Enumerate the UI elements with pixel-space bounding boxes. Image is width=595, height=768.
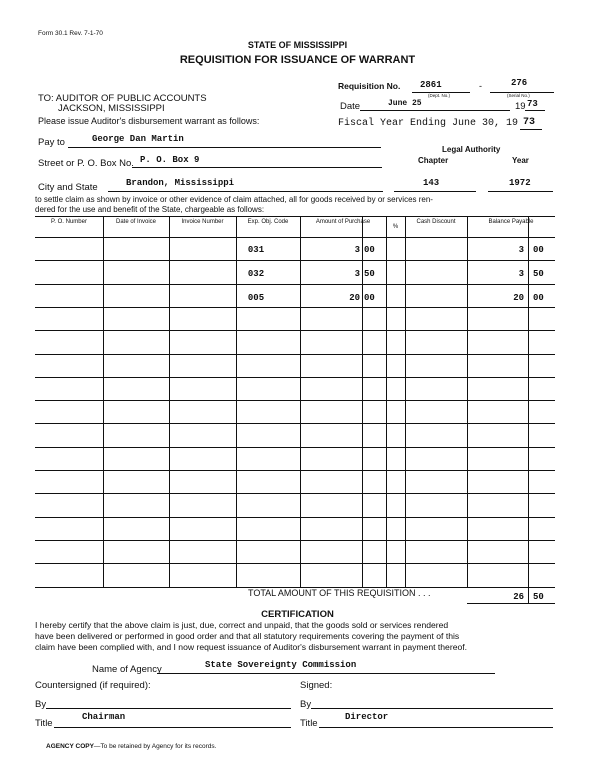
row3-balance-cents: 00 (533, 293, 544, 303)
certification-title: CERTIFICATION (261, 609, 334, 620)
settle-text-line2: dered for the use and benefit of the State, chargeable as follows: (35, 205, 265, 214)
row2-exp-code: 032 (247, 269, 265, 279)
chapter-line (394, 191, 476, 192)
certification-text-line3: claim have been complied with, and I now request issuance of Auditor's disbursement warrant in payment thereof. (35, 642, 468, 652)
table-row-line (35, 400, 555, 401)
chapter-label: Chapter (418, 156, 449, 165)
req-dash: - (479, 81, 482, 91)
requisition-label: Requisition No. (338, 81, 401, 91)
total-cents-divider (528, 587, 529, 604)
city-value: Brandon, Mississippi (126, 178, 235, 188)
date-year-value: 73 (527, 99, 538, 109)
header-po: P. O. Number (51, 219, 87, 225)
pay-to-line (68, 147, 381, 148)
header-exp-obj-code: Exp. Obj. Code (247, 219, 289, 225)
table-column-line (103, 216, 104, 587)
header-date-of-invoice: Date of Invoice (115, 219, 157, 225)
legal-authority-label: Legal Authority (442, 145, 501, 154)
title-value-left: Chairman (82, 712, 126, 722)
by-label-left: By (35, 699, 47, 710)
row1-exp-code: 031 (247, 245, 265, 255)
to-auditor: TO: AUDITOR OF PUBLIC ACCOUNTS (38, 93, 207, 104)
year-value: 1972 (509, 178, 531, 188)
by-line-right (311, 708, 553, 709)
date-line (360, 110, 510, 111)
state-heading: STATE OF MISSISSIPPI (247, 40, 348, 50)
total-dollars: 26 (513, 592, 524, 602)
pay-to-value: George Dan Martin (92, 134, 184, 144)
table-row-line (35, 284, 555, 285)
table-row-line (35, 354, 555, 355)
table-column-line (169, 216, 170, 587)
header-balance-payable: Balance Payable (488, 219, 534, 225)
row3-amount-dollars: 20 (349, 293, 360, 303)
instruction-text: Please issue Auditor's disbursement warrant as follows: (38, 116, 260, 126)
table-row-line (35, 377, 555, 378)
table-row-line (35, 307, 555, 308)
table-row-line (35, 470, 555, 471)
header-percent: % (392, 224, 399, 230)
header-cash-discount: Cash Discount (416, 219, 456, 225)
table-column-line (405, 216, 406, 587)
pay-to-label: Pay to (38, 137, 65, 148)
fiscal-year-label: Fiscal Year Ending June 30, 19 (338, 118, 519, 129)
row2-balance-cents: 50 (533, 269, 544, 279)
agency-line (157, 673, 495, 674)
row3-amount-cents: 00 (364, 293, 375, 303)
footer-note (46, 743, 216, 750)
settle-text-line1: to settle claim as shown by invoice or other evidence of claim attached, all for goods received by or services ren- (35, 195, 433, 204)
city-label: City and State (38, 182, 98, 193)
table-column-line (528, 216, 529, 587)
form-number: Form 30.1 Rev. 7-1-70 (38, 30, 103, 37)
by-line-left (46, 708, 291, 709)
table-row-line (35, 423, 555, 424)
table-row-line (35, 447, 555, 448)
row3-exp-code: 005 (247, 293, 265, 303)
certification-text-line2: have been delivered or performed in good order and that all statutory requirements covering the payment of this (35, 631, 460, 641)
total-label: TOTAL AMOUNT OF THIS REQUISITION . . . (248, 588, 431, 598)
agency-value: State Sovereignty Commission (205, 660, 357, 670)
header-amount-of-purchase: Amount of Purchase (315, 219, 371, 225)
row1-balance-cents: 00 (533, 245, 544, 255)
countersigned-label: Countersigned (if required): (35, 680, 151, 691)
table-row-line (35, 260, 555, 261)
signed-label: Signed: (300, 680, 333, 691)
street-value: P. O. Box 9 (140, 155, 200, 165)
header-invoice-number: Invoice Number (181, 219, 224, 225)
date-value: June 25 (388, 99, 422, 108)
row3-balance-dollars: 20 (513, 293, 524, 303)
row1-amount-cents: 00 (364, 245, 375, 255)
table-header-border (35, 237, 555, 238)
form-title: REQUISITION FOR ISSUANCE OF WARRANT (179, 54, 416, 66)
table-row-line (35, 563, 555, 564)
title-value-right: Director (345, 712, 389, 722)
title-line-left (54, 727, 291, 728)
title-line-right (319, 727, 553, 728)
dept-no-value: 2861 (420, 80, 442, 90)
by-label-right: By (300, 699, 312, 710)
fiscal-year-line (520, 129, 542, 130)
footer-agency-copy: AGENCY COPY (46, 743, 94, 750)
street-line (132, 167, 382, 168)
footer-retain-text: —To be retained by Agency for its records. (93, 743, 217, 750)
fiscal-year-value: 73 (523, 117, 536, 128)
to-city: JACKSON, MISSISSIPPI (58, 103, 165, 114)
row2-amount-cents: 50 (364, 269, 375, 279)
row1-balance-dollars: 3 (518, 245, 524, 255)
table-top-border (35, 216, 555, 217)
table-row-line (35, 517, 555, 518)
table-row-line (35, 493, 555, 494)
title-label-left: Title (35, 718, 53, 729)
street-label: Street or P. O. Box No. (38, 158, 134, 169)
table-column-line (386, 216, 387, 587)
total-cents: 50 (533, 592, 544, 602)
table-row-line (35, 330, 555, 331)
serial-no-value: 276 (511, 78, 528, 88)
date-year-line (525, 110, 545, 111)
table-column-line (362, 216, 363, 587)
total-underline (467, 603, 555, 604)
date-year-prefix: 19 (515, 101, 526, 112)
chapter-value: 143 (423, 178, 440, 188)
table-row-line (35, 540, 555, 541)
agency-label: Name of Agency (92, 664, 162, 675)
year-label: Year (512, 156, 529, 165)
city-line (108, 191, 383, 192)
year-line (488, 191, 553, 192)
serial-no-caption: (Serial No.) (507, 93, 530, 98)
certification-text-line1: I hereby certify that the above claim is just, due, correct and unpaid, that the goods sold or services rendered (35, 620, 449, 630)
date-label: Date (340, 101, 361, 112)
row2-balance-dollars: 3 (518, 269, 524, 279)
title-label-right: Title (300, 718, 318, 729)
row2-amount-dollars: 3 (354, 269, 360, 279)
dept-no-caption: (Dept. No.) (428, 93, 451, 98)
row1-amount-dollars: 3 (354, 245, 360, 255)
